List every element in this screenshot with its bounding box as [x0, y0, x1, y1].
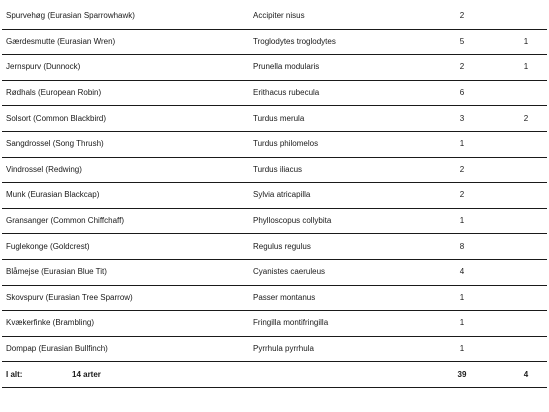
table-row [2, 158, 547, 184]
species-name: Dompap (Eurasian Bullfinch) [6, 344, 108, 354]
species-rows [2, 4, 547, 362]
count-1: 1 [459, 216, 465, 226]
count-2: 1 [523, 36, 529, 46]
count-1: 8 [459, 241, 465, 251]
species-name: Rødhals (European Robin) [6, 88, 102, 98]
latin-name: Turdus iliacus [253, 164, 303, 174]
table-row [2, 81, 547, 107]
species-name: Munk (Eurasian Blackcap) [6, 190, 100, 200]
species-name: Skovspurv (Eurasian Tree Sparrow) [6, 292, 133, 302]
species-name: Kvækerfinke (Brambling) [6, 318, 95, 328]
latin-name: Sylvia atricapilla [253, 190, 311, 200]
latin-name: Cyanistes caeruleus [253, 267, 326, 277]
species-name: Jernspurv (Dunnock) [6, 62, 81, 72]
count-1: 2 [459, 11, 465, 21]
table-row [2, 55, 547, 81]
table-row [2, 337, 547, 363]
table-row [2, 209, 547, 235]
count-2: 2 [523, 113, 529, 123]
table-row [2, 311, 547, 337]
species-name: Vindrossel (Redwing) [6, 164, 82, 174]
total-row [2, 362, 547, 388]
table-row [2, 234, 547, 260]
count-1: 1 [459, 318, 465, 328]
count-1: 1 [459, 139, 465, 149]
latin-name: Prunella modularis [253, 62, 320, 72]
table-row [2, 183, 547, 209]
latin-name: Turdus merula [253, 113, 305, 123]
table-row [2, 106, 547, 132]
count-1: 5 [459, 36, 465, 46]
latin-name: Regulus regulus [253, 241, 311, 251]
count-2: 1 [523, 62, 529, 72]
count-1: 2 [459, 62, 465, 72]
count-1: 3 [459, 113, 465, 123]
count-1: 2 [459, 164, 465, 174]
table-row [2, 260, 547, 286]
table-row [2, 30, 547, 56]
count-1: 1 [459, 292, 465, 302]
species-name: Spurvehøg (Eurasian Sparrowhawk) [6, 11, 135, 21]
total-label: I alt: [6, 369, 23, 379]
count-1: 4 [459, 267, 465, 277]
species-name: Fuglekonge (Goldcrest) [6, 241, 90, 251]
total-species-count: 14 arter [72, 369, 101, 379]
species-name: Gærdesmutte (Eurasian Wren) [6, 36, 116, 46]
latin-name: Pyrrhula pyrrhula [253, 344, 314, 354]
table-row [2, 286, 547, 312]
count-1: 1 [459, 344, 465, 354]
table-row [2, 4, 547, 30]
latin-name: Turdus philomelos [253, 139, 319, 149]
latin-name: Troglodytes troglodytes [253, 36, 336, 46]
species-table [2, 4, 547, 388]
count-1: 2 [459, 190, 465, 200]
species-name: Gransanger (Common Chiffchaff) [6, 216, 124, 226]
latin-name: Erithacus rubecula [253, 88, 320, 98]
species-name: Solsort (Common Blackbird) [6, 113, 107, 123]
latin-name: Fringilla montifringilla [253, 318, 329, 328]
latin-name: Phylloscopus collybita [253, 216, 332, 226]
total-count-1: 39 [457, 369, 467, 379]
latin-name: Passer montanus [253, 292, 316, 302]
count-1: 6 [459, 88, 465, 98]
table-row [2, 132, 547, 158]
species-name: Blåmejse (Eurasian Blue Tit) [6, 267, 107, 277]
species-name: Sangdrossel (Song Thrush) [6, 139, 104, 149]
total-count-2: 4 [523, 369, 529, 379]
latin-name: Accipiter nisus [253, 11, 305, 21]
